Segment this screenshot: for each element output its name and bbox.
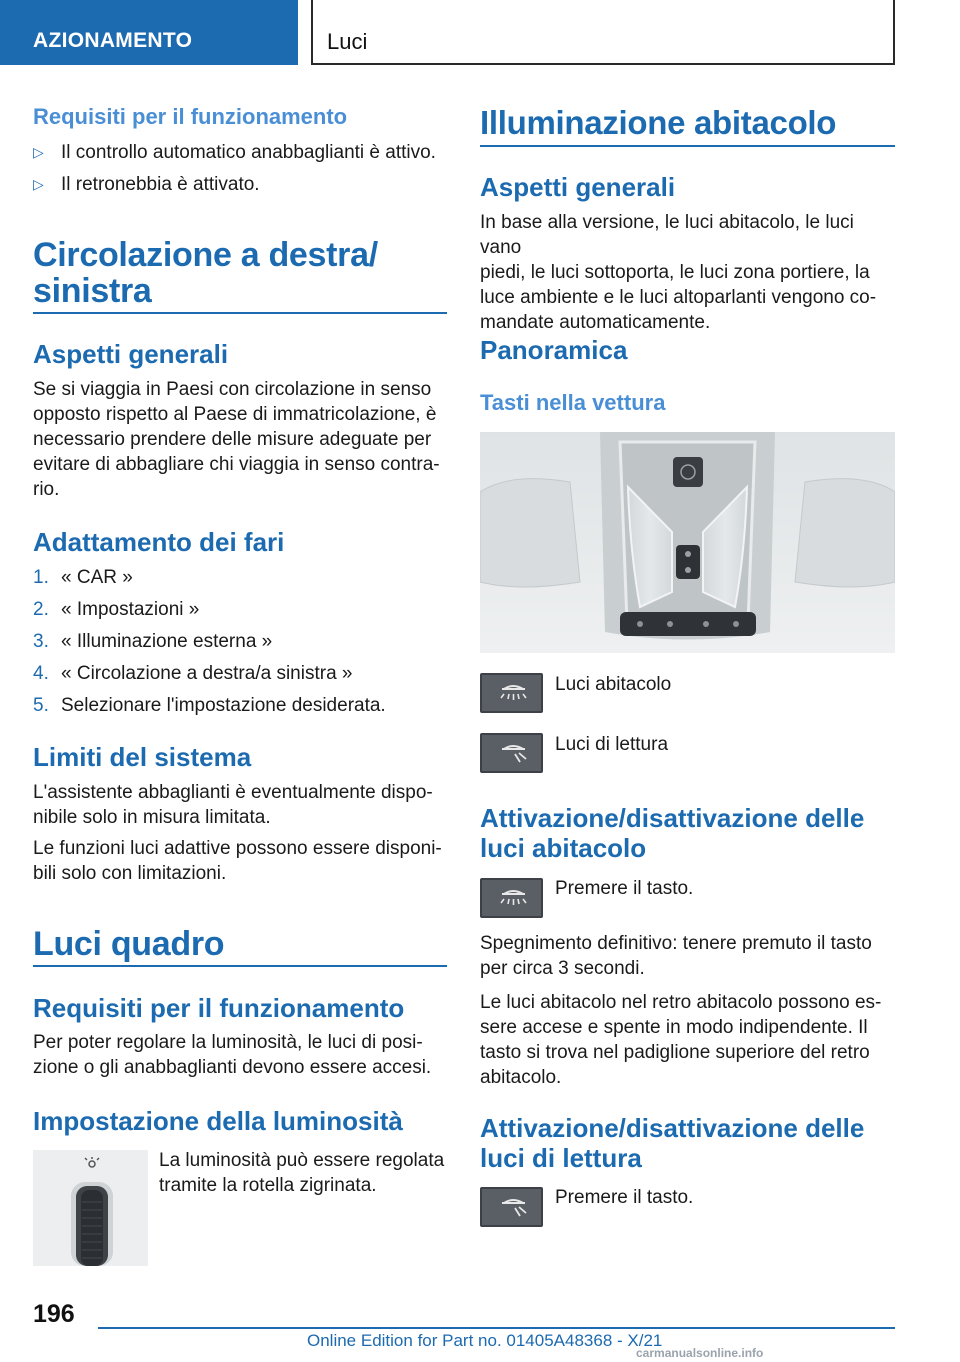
interior-lighting-heading: Illuminazione abitacolo xyxy=(480,104,837,141)
text-line: Se si viaggia in Paesi con circolazione in senso xyxy=(33,379,432,400)
step-number: 4. xyxy=(33,663,49,684)
heading-line: luci di lettura xyxy=(480,1143,642,1173)
list-item-text: Il controllo automatico anabbaglianti è attivo. xyxy=(61,142,436,163)
text-line: zione o gli anabbaglianti devono essere accesi. xyxy=(33,1057,432,1078)
list-item xyxy=(33,661,447,693)
footer-divider xyxy=(98,1327,895,1329)
triangle-bullet-icon: ▷ xyxy=(33,144,44,160)
reading-light-icon xyxy=(480,733,543,773)
text-line: sere accese e spente in modo indipendente. Il xyxy=(480,1017,868,1038)
text-line: tasto si trova nel padiglione superiore del retro xyxy=(480,1042,870,1063)
dash-requirements-paragraph xyxy=(33,1030,447,1080)
heading-line: Attivazione/disattivazione delle xyxy=(480,1113,865,1143)
headlight-heading: Adattamento dei fari xyxy=(33,527,285,557)
overhead-console-image xyxy=(480,432,895,653)
limits-heading: Limiti del sistema xyxy=(33,742,252,772)
text-line: necessario prendere delle misure adeguate per xyxy=(33,429,432,450)
step-number: 1. xyxy=(33,567,49,588)
reading-light-icon xyxy=(480,1187,543,1227)
brightness-paragraph xyxy=(159,1148,447,1198)
step-number: 2. xyxy=(33,599,49,620)
step-text: « Illuminazione esterna » xyxy=(61,631,273,652)
buttons-heading: Tasti nella vettura xyxy=(480,390,666,415)
list-item xyxy=(33,172,447,197)
toggle-reading-heading xyxy=(480,1113,895,1173)
interior-light-icon xyxy=(480,673,543,713)
interior-general-paragraph xyxy=(480,210,895,335)
icon-item-label: Luci abitacolo xyxy=(555,674,672,695)
text-line: luce ambiente e le luci altoparlanti vengono co- xyxy=(480,287,877,308)
text-line: opposto rispetto al Paese di immatricolazione, è xyxy=(33,404,437,425)
text-line: nibile solo in misura limitata. xyxy=(33,807,271,828)
text-line: evitare di abbagliare chi viaggia in senso contra- xyxy=(33,454,440,475)
section-tab: AZIONAMENTO xyxy=(0,0,298,65)
requirements-heading: Requisiti per il funzionamento xyxy=(33,104,348,129)
text-line: Spegnimento definitivo: tenere premuto il tasto xyxy=(480,933,872,954)
step-text: « Impostazioni » xyxy=(61,599,200,620)
dashboard-lights-heading: Luci quadro xyxy=(33,925,225,963)
general-heading: Aspetti generali xyxy=(33,339,229,369)
list-item xyxy=(33,597,447,629)
text-line: L'assistente abbaglianti è eventualmente dispo- xyxy=(33,782,433,803)
text-line: Le funzioni luci adattive possono essere disponi- xyxy=(33,838,442,859)
section-divider xyxy=(33,965,447,967)
limits-paragraph-2 xyxy=(33,836,447,886)
list-item xyxy=(33,693,447,725)
off-paragraph xyxy=(480,931,895,981)
step-number: 3. xyxy=(33,631,49,652)
limits-paragraph-1 xyxy=(33,780,447,830)
press-button-text: Premere il tasto. xyxy=(555,1187,694,1208)
section-divider xyxy=(480,145,895,147)
interior-general-heading: Aspetti generali xyxy=(480,172,676,202)
watermark: carmanualsonline.info xyxy=(636,1346,764,1360)
text-line: In base alla versione, le luci abitacolo, le luci vano xyxy=(480,212,854,258)
text-line: piedi, le luci sottoporta, le luci zona portiere, la xyxy=(480,262,870,283)
dimmer-wheel-image xyxy=(33,1150,148,1266)
toggle-interior-heading xyxy=(480,803,895,863)
text-line: bili solo con limitazioni. xyxy=(33,863,227,884)
text-line: La luminosità può essere regolata xyxy=(159,1150,445,1171)
list-item xyxy=(33,629,447,661)
text-line: rio. xyxy=(33,479,60,500)
page-number: 196 xyxy=(33,1300,75,1328)
general-paragraph xyxy=(33,377,447,502)
text-line: Per poter regolare la luminosità, le luci di posi- xyxy=(33,1032,423,1053)
triangle-bullet-icon: ▷ xyxy=(33,176,44,192)
list-item-text: Il retronebbia è attivato. xyxy=(61,174,260,195)
text-line: per circa 3 secondi. xyxy=(480,958,645,979)
brightness-heading: Impostazione della luminosità xyxy=(33,1106,403,1136)
section-divider xyxy=(33,312,447,314)
list-item xyxy=(33,140,447,165)
text-line: tramite la rotella zigrinata. xyxy=(159,1175,377,1196)
text-line: abitacolo. xyxy=(480,1067,562,1088)
heading-line: sinistra xyxy=(33,272,152,310)
edition-text: Online Edition for Part no. 01405A48368 - X/21 xyxy=(307,1331,663,1350)
press-button-text: Premere il tasto. xyxy=(555,878,694,899)
text-line: mandate automaticamente. xyxy=(480,312,711,333)
interior-light-icon xyxy=(480,878,543,918)
step-number: 5. xyxy=(33,695,49,716)
overview-heading: Panoramica xyxy=(480,335,628,365)
traffic-side-heading xyxy=(33,237,447,309)
heading-line: Attivazione/disattivazione delle xyxy=(480,803,865,833)
text-line: Le luci abitacolo nel retro abitacolo possono es- xyxy=(480,992,882,1013)
headlight-steps xyxy=(33,565,447,725)
chapter-title: Luci xyxy=(311,0,895,65)
dash-requirements-heading: Requisiti per il funzionamento xyxy=(33,993,405,1023)
heading-line: luci abitacolo xyxy=(480,833,647,863)
step-text: Selezionare l'impostazione desiderata. xyxy=(61,695,386,716)
list-item xyxy=(33,565,447,597)
rear-paragraph xyxy=(480,990,895,1090)
icon-item-label: Luci di lettura xyxy=(555,734,669,755)
heading-line: Circolazione a destra/ xyxy=(33,236,378,274)
step-text: « Circolazione a destra/a sinistra » xyxy=(61,663,353,684)
step-text: « CAR » xyxy=(61,567,133,588)
